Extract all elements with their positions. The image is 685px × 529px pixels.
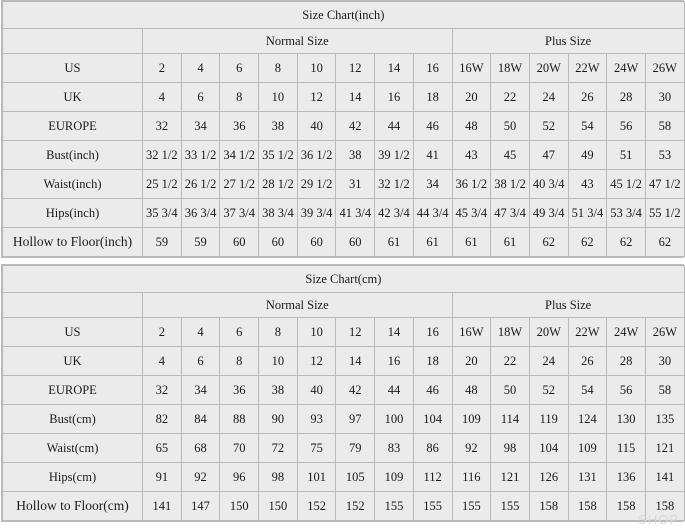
cell: 93 <box>297 405 336 434</box>
table-row <box>3 318 685 347</box>
cell: 150 <box>220 492 259 521</box>
table-row <box>3 434 685 463</box>
cell: 22W <box>568 318 607 347</box>
table-row <box>3 112 685 141</box>
cell: 36 1/2 <box>452 170 491 199</box>
cell: 141 <box>143 492 182 521</box>
cell: 6 <box>181 83 220 112</box>
cell: 158 <box>607 492 646 521</box>
cell: 35 1/2 <box>259 141 298 170</box>
table-row <box>3 293 685 318</box>
cell: 49 <box>568 141 607 170</box>
cell: 42 <box>336 376 375 405</box>
cell: 152 <box>336 492 375 521</box>
cell: 141 <box>645 463 684 492</box>
cell: 38 <box>336 141 375 170</box>
cell: 61 <box>491 228 530 257</box>
cell: 130 <box>607 405 646 434</box>
cell: 10 <box>259 83 298 112</box>
cell: 36 1/2 <box>297 141 336 170</box>
cell: 126 <box>529 463 568 492</box>
cell: 36 <box>220 376 259 405</box>
cell: 35 3/4 <box>143 199 182 228</box>
cell: 48 <box>452 112 491 141</box>
cell: 20 <box>452 347 491 376</box>
cell: 47 <box>529 141 568 170</box>
cell: 4 <box>181 54 220 83</box>
cell: 82 <box>143 405 182 434</box>
cell: 100 <box>375 405 414 434</box>
cell: 8 <box>220 83 259 112</box>
cell: 58 <box>645 112 684 141</box>
cell: 12 <box>297 83 336 112</box>
table-row <box>3 199 685 228</box>
cell: 40 3/4 <box>529 170 568 199</box>
cell: 16W <box>452 54 491 83</box>
cell: 32 1/2 <box>143 141 182 170</box>
cell: 54 <box>568 112 607 141</box>
cell: 155 <box>375 492 414 521</box>
cell: 8 <box>259 54 298 83</box>
cell: 52 <box>529 376 568 405</box>
row-label-hollow-to-floor-inch: Hollow to Floor(inch) <box>3 228 143 257</box>
cell: 46 <box>413 112 452 141</box>
size-chart-inch <box>1 0 684 258</box>
cell: 155 <box>491 492 530 521</box>
cell: 27 1/2 <box>220 170 259 199</box>
cell: 83 <box>375 434 414 463</box>
cell: 18W <box>491 318 530 347</box>
cell: 12 <box>297 347 336 376</box>
cell: 98 <box>259 463 298 492</box>
cell: 97 <box>336 405 375 434</box>
cell: 26 <box>568 83 607 112</box>
cell: 38 1/2 <box>491 170 530 199</box>
cell: 109 <box>568 434 607 463</box>
cell: 6 <box>220 54 259 83</box>
table-row <box>3 170 685 199</box>
cell: 109 <box>452 405 491 434</box>
cell: 86 <box>413 434 452 463</box>
cell: 22W <box>568 54 607 83</box>
cell: 32 <box>143 112 182 141</box>
cell: 29 1/2 <box>297 170 336 199</box>
cell: 22 <box>491 347 530 376</box>
cell: 47 1/2 <box>645 170 684 199</box>
watermark-text: SHOP <box>638 512 679 527</box>
size-table-inch <box>2 1 685 257</box>
cell: 4 <box>143 83 182 112</box>
cell: 88 <box>220 405 259 434</box>
cell: 105 <box>336 463 375 492</box>
cell: 38 <box>259 112 298 141</box>
cell: 75 <box>297 434 336 463</box>
cell: 26W <box>645 318 684 347</box>
cell: 10 <box>259 347 298 376</box>
cell: 61 <box>375 228 414 257</box>
cell: 98 <box>491 434 530 463</box>
cell: 59 <box>181 228 220 257</box>
cell: 37 3/4 <box>220 199 259 228</box>
cell: 152 <box>297 492 336 521</box>
cell: 28 <box>607 83 646 112</box>
cell: 48 <box>452 376 491 405</box>
table-row <box>3 463 685 492</box>
cell: 18 <box>413 347 452 376</box>
cell: 62 <box>529 228 568 257</box>
cell: 51 <box>607 141 646 170</box>
cell: 34 <box>181 112 220 141</box>
cell: 158 <box>529 492 568 521</box>
cell: 68 <box>181 434 220 463</box>
cell: 34 <box>413 170 452 199</box>
cell: 30 <box>645 83 684 112</box>
cell: 119 <box>529 405 568 434</box>
cell: 44 <box>375 112 414 141</box>
cell: 53 3/4 <box>607 199 646 228</box>
cell: 2 <box>143 54 182 83</box>
cell: 18 <box>413 83 452 112</box>
cell: 26W <box>645 54 684 83</box>
cell: 62 <box>568 228 607 257</box>
cell: 24 <box>529 83 568 112</box>
cell: 12 <box>336 318 375 347</box>
cell: 135 <box>645 405 684 434</box>
cell: 52 <box>529 112 568 141</box>
cell: 44 <box>375 376 414 405</box>
cell: 22 <box>491 83 530 112</box>
row-label-us: US <box>3 318 143 347</box>
cell: 62 <box>645 228 684 257</box>
cell: 60 <box>297 228 336 257</box>
cell: 158 <box>568 492 607 521</box>
cell: 14 <box>375 318 414 347</box>
table-row <box>3 54 685 83</box>
cell: 47 3/4 <box>491 199 530 228</box>
cell: 6 <box>220 318 259 347</box>
row-label-bust-cm: Bust(cm) <box>3 405 143 434</box>
cell: 14 <box>336 83 375 112</box>
cell: 36 <box>220 112 259 141</box>
cell: 16 <box>413 54 452 83</box>
cell: 28 1/2 <box>259 170 298 199</box>
row-label-bust-inch: Bust(inch) <box>3 141 143 170</box>
cell: 34 <box>181 376 220 405</box>
row-label-hips-cm: Hips(cm) <box>3 463 143 492</box>
empty-corner-cell <box>3 29 143 54</box>
cell: 32 <box>143 376 182 405</box>
group-header-normal-cm: Normal Size <box>143 293 453 318</box>
cell: 39 3/4 <box>297 199 336 228</box>
cell: 59 <box>143 228 182 257</box>
cell: 96 <box>220 463 259 492</box>
cell: 109 <box>375 463 414 492</box>
cell: 45 <box>491 141 530 170</box>
cell: 65 <box>143 434 182 463</box>
cell: 16 <box>375 83 414 112</box>
empty-corner-cell <box>3 293 143 318</box>
cell: 101 <box>297 463 336 492</box>
cell: 62 <box>607 228 646 257</box>
cell: 8 <box>220 347 259 376</box>
cell: 115 <box>607 434 646 463</box>
table-row <box>3 492 685 521</box>
cell: 56 <box>607 376 646 405</box>
group-header-plus-cm: Plus Size <box>452 293 684 318</box>
table-row <box>3 29 685 54</box>
cell: 31 <box>336 170 375 199</box>
cell: 61 <box>452 228 491 257</box>
table-row <box>3 347 685 376</box>
table-row <box>3 228 685 257</box>
row-label-waist-cm: Waist(cm) <box>3 434 143 463</box>
table-row <box>3 141 685 170</box>
cell: 24W <box>607 54 646 83</box>
cell: 112 <box>413 463 452 492</box>
cell: 16 <box>413 318 452 347</box>
cell: 44 3/4 <box>413 199 452 228</box>
cell: 50 <box>491 376 530 405</box>
cell: 50 <box>491 112 530 141</box>
cell: 49 3/4 <box>529 199 568 228</box>
cell: 10 <box>297 318 336 347</box>
cell: 51 3/4 <box>568 199 607 228</box>
cell: 104 <box>529 434 568 463</box>
cell: 2 <box>143 318 182 347</box>
cell: 158 <box>645 492 684 521</box>
cell: 40 <box>297 112 336 141</box>
row-label-europe: EUROPE <box>3 112 143 141</box>
cell: 45 1/2 <box>607 170 646 199</box>
cell: 24W <box>607 318 646 347</box>
cell: 41 <box>413 141 452 170</box>
cell: 8 <box>259 318 298 347</box>
cell: 79 <box>336 434 375 463</box>
cell: 155 <box>413 492 452 521</box>
cell: 20W <box>529 54 568 83</box>
cell: 14 <box>336 347 375 376</box>
cell: 121 <box>491 463 530 492</box>
cell: 34 1/2 <box>220 141 259 170</box>
cell: 55 1/2 <box>645 199 684 228</box>
size-chart-cm <box>1 264 684 522</box>
row-label-uk: UK <box>3 83 143 112</box>
cell: 90 <box>259 405 298 434</box>
table-row <box>3 2 685 29</box>
cell: 72 <box>259 434 298 463</box>
cell: 43 <box>452 141 491 170</box>
cell: 45 3/4 <box>452 199 491 228</box>
cell: 116 <box>452 463 491 492</box>
cell: 20W <box>529 318 568 347</box>
cell: 4 <box>181 318 220 347</box>
row-label-uk: UK <box>3 347 143 376</box>
cell: 41 3/4 <box>336 199 375 228</box>
cell: 25 1/2 <box>143 170 182 199</box>
cell: 43 <box>568 170 607 199</box>
cell: 53 <box>645 141 684 170</box>
size-table-cm <box>2 265 685 521</box>
cell: 14 <box>375 54 414 83</box>
cell: 26 <box>568 347 607 376</box>
cell: 147 <box>181 492 220 521</box>
chart-title-inch: Size Chart(inch) <box>3 2 685 29</box>
cell: 70 <box>220 434 259 463</box>
row-label-hips-inch: Hips(inch) <box>3 199 143 228</box>
table-row <box>3 83 685 112</box>
cell: 38 <box>259 376 298 405</box>
row-label-us: US <box>3 54 143 83</box>
cell: 91 <box>143 463 182 492</box>
cell: 20 <box>452 83 491 112</box>
cell: 104 <box>413 405 452 434</box>
cell: 16 <box>375 347 414 376</box>
cell: 10 <box>297 54 336 83</box>
cell: 58 <box>645 376 684 405</box>
cell: 131 <box>568 463 607 492</box>
cell: 42 3/4 <box>375 199 414 228</box>
cell: 36 3/4 <box>181 199 220 228</box>
cell: 28 <box>607 347 646 376</box>
cell: 38 3/4 <box>259 199 298 228</box>
row-label-europe: EUROPE <box>3 376 143 405</box>
table-row <box>3 266 685 293</box>
row-label-hollow-to-floor-cm: Hollow to Floor(cm) <box>3 492 143 521</box>
cell: 92 <box>181 463 220 492</box>
group-header-plus-inch: Plus Size <box>452 29 684 54</box>
cell: 60 <box>259 228 298 257</box>
cell: 39 1/2 <box>375 141 414 170</box>
cell: 40 <box>297 376 336 405</box>
cell: 61 <box>413 228 452 257</box>
cell: 18W <box>491 54 530 83</box>
cell: 155 <box>452 492 491 521</box>
cell: 84 <box>181 405 220 434</box>
cell: 60 <box>336 228 375 257</box>
table-row <box>3 405 685 434</box>
cell: 24 <box>529 347 568 376</box>
cell: 42 <box>336 112 375 141</box>
row-label-waist-inch: Waist(inch) <box>3 170 143 199</box>
cell: 124 <box>568 405 607 434</box>
cell: 56 <box>607 112 646 141</box>
cell: 26 1/2 <box>181 170 220 199</box>
cell: 92 <box>452 434 491 463</box>
cell: 30 <box>645 347 684 376</box>
cell: 54 <box>568 376 607 405</box>
group-header-normal-inch: Normal Size <box>143 29 453 54</box>
cell: 60 <box>220 228 259 257</box>
cell: 4 <box>143 347 182 376</box>
table-row <box>3 376 685 405</box>
chart-title-cm: Size Chart(cm) <box>3 266 685 293</box>
cell: 114 <box>491 405 530 434</box>
cell: 121 <box>645 434 684 463</box>
cell: 32 1/2 <box>375 170 414 199</box>
cell: 6 <box>181 347 220 376</box>
cell: 12 <box>336 54 375 83</box>
cell: 136 <box>607 463 646 492</box>
cell: 46 <box>413 376 452 405</box>
cell: 16W <box>452 318 491 347</box>
cell: 33 1/2 <box>181 141 220 170</box>
cell: 150 <box>259 492 298 521</box>
